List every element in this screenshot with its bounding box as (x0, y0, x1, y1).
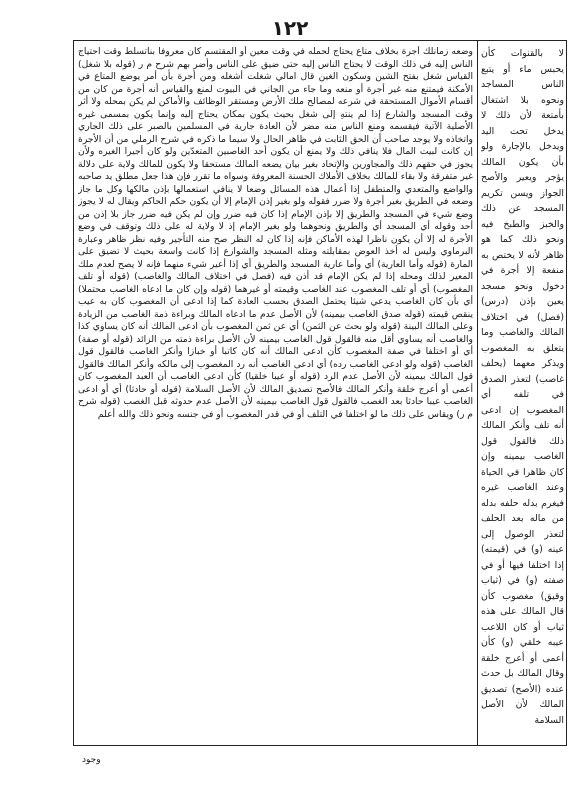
marginal-text-column (481, 46, 564, 741)
marginal-text: لا بالقنوات كأن يحبس ماء أو يتبع الناس المساجد ونحوه بلا اشتغال بأمتعة لأن ذلك لا يدخل تحت اليد ويدخل بالإجارة ولو بأن يكون المالك يؤجر ويعير والأصح الجواز ويسن تكريم المسجد عن ذلك والخبز والطبخ فيه ونحو ذلك كما هو ظاهر لأنه لا يختص به منفعة إلا أجرة في دخول ونحو مسجد يعين بإذن (درس) (فصل) في اختلاف المالك والغاصب وما يتعلق به المغصوب ويذكر معهما (يحلف غاصب) لتعذر الصدق في تلفه أي المغصوب إن ادعى أنه تلف وأنكر المالك ذلك فالقول قول الغاصب بيمينه وإن كان ظاهرا في الحياة وعند الغاصب غيره فيغرم بدله حلفه بدله من ماله بعد الحلف لتعذر الوصول إلى عينه (و) في (قيمته) إذا اختلفا فيها أو في صفته (و) في (ثياب وقيق) مغصوب كأن قال المالك على هذه ثياب أو كان اللاعب عيبه خلقي (و) كأن أعمى أو أعرج خلقة وقال المالك بل حدث عنده (الأصح) تصديق المالك لأن الأصل السلامة (481, 48, 564, 726)
page-number: ١٢٢ (271, 16, 309, 40)
catchword: وجود (82, 755, 101, 765)
main-commentary-text: وضعه زمانلك أجرة بخلاف متاع يحتاج لحمله في وقت معين أو المقتسم كان معروفا بناتسلط وقت احتياج الناس إليه في ذلك الوقت لا يحتاج الناس إليه حتى ضيق على الناس وأضر بهم شرح م ر (قوله بلا شغل) القياس شغل بفتح الشين وسكون الغين قال امالي شغلت أشغله ومن أجرة بأن أمر يوضع المتاع في الأمكنة فيمتنع منه غير أجرة أو منعه وما جاء من الجاني في البيوت لمنع والقياس أنه أجرة من كان من أقسام الأموال المستحقة في شرعه لمصالح ملك الأرض ومستقر الوظائف والأماكن لم يكن بمحله ولا أثر وقت المسجد والشارع إذا لم ينتهِ إلى شغل بحيث يكون بمكان يحتاج إليه وإنما يكون بمسمى غيره الأصلية الآتية فيقسمه ومنع الناس منه مضر لأن العادة جارية في المسلمين بالصبر على ذلك الجاري واتخاذه ولا يوجد صاحب أن الحق الثابت في ظاهر الحال ولا سيما ما ذكره في شرح الرملي من أن الأجرة إن كانت لبيت المال فلا ينافي ذلك ولا يمنع أن يكون أحد الغاصبين المتعدّين ولو كان أجيرا الغيره ولأن يجوز في حقهم ذلك والمجاورين والإتحاد بغير بيان يضعه المالك مستحقا ولا يكون للمالك ولاية على دلالة غير متفرقة ولا بقاء للمالك بخلاف الأملاك الحسنة المعروفة وسواه ما تقرر فإن هذا جعل مطلق يد صاحبه والواضع والمتعدي والمتطفل إذا أعمال هذه المسائل وضعا لا ينافي استعمالها بإذن مالكها وكل ما جاز وضعه في الطريق بغير أجرة ولا ضرر فقوله ولو بغير إذن الإمام إلا أن يكون حكم الحاكم ويقال له لا يجوز وضع شيء في المسجد والطريق إلا بإذن الإمام إذا كان فيه ضرر وإن لم يكن فيه ضرر جاز بلا إذن من أحد وقوله أي المسجد أي والطريق ونحوهما ولو بغير الإمام إذ لا ولاية له على ذلك وتوقف في وضع الأجرة له إلا أن يكون ناظرا لهذه الأماكن فإنه إذا كان له النظر صح منه التأجير وفيه نظر ظاهر وعبارة البرماوي وليس له أخذ العوض بمقابلته ومثله المسجد والشوارع إذا كانت واسعة بحيث لا تضيق على المارة (قوله وأما العارية) أي وأما عارية المسجد والطريق أي إذا أعير شيء منهما فإنه لا يصح لعدم ملك المعير لذلك ومحله إذا لم يكن الإمام قد أذن فيه (فصل في اختلاف المالك والغاصب) (قوله أو تلف المغصوب) أي أو تلف المغصوب عند الغاصب وقيمته أو غيرهما (قوله وإن كان ما ادعاه الغاصب محتملا) أي بأن كان الغاصب يدعي شيئا يحتمل الصدق بحسب العادة كما إذا ادعى أن المغصوب كان به عيب ينقص قيمته (قوله صدق الغاصب بيمينه) لأن الأصل عدم ما ادعاه المالك وبراءة ذمة الغاصب من الزيادة وعلى المالك البينة (قوله ولو بحث عن الثمن) أي عن ثمن المغصوب بأن ادعى المالك أنه كان يساوي كذا والغاصب أنه يساوي أقل منه فالقول قول الغاصب بيمينه لأن الأصل براءة ذمته من الزائد (قوله أو صفة) أي أو اختلفا في صفة المغصوب كأن ادعى المالك أنه كان كاتبا أو خبازا وأنكر الغاصب فالقول قول الغاصب (قوله ولو ادعى الغاصب رده) أي ادعى الغاصب أنه رد المغصوب إلى مالكه وأنكر المالك فالقول قول المالك بيمينه لأن الأصل عدم الرد (قوله أو عيبا خلقيا) كأن ادعى الغاصب أن العبد المغصوب كان أعمى أو أعرج خلقة وأنكر المالك فالأصح تصديق المالك لأن الأصل السلامة (قوله أو حادثا) أي أو ادعى الغاصب عيبا حادثا بعد الغصب فالقول قول الغاصب بيمينه لأن الأصل عدم حدوثه قبل الغصب (قوله شرح م ر) ويقاس على ذلك ما لو اختلفا في التلف أو في قدر المغصوب أو في جنسه ونحو ذلك والله أعلم (78, 46, 473, 420)
main-commentary-column (78, 46, 473, 741)
column-divider (477, 40, 478, 746)
